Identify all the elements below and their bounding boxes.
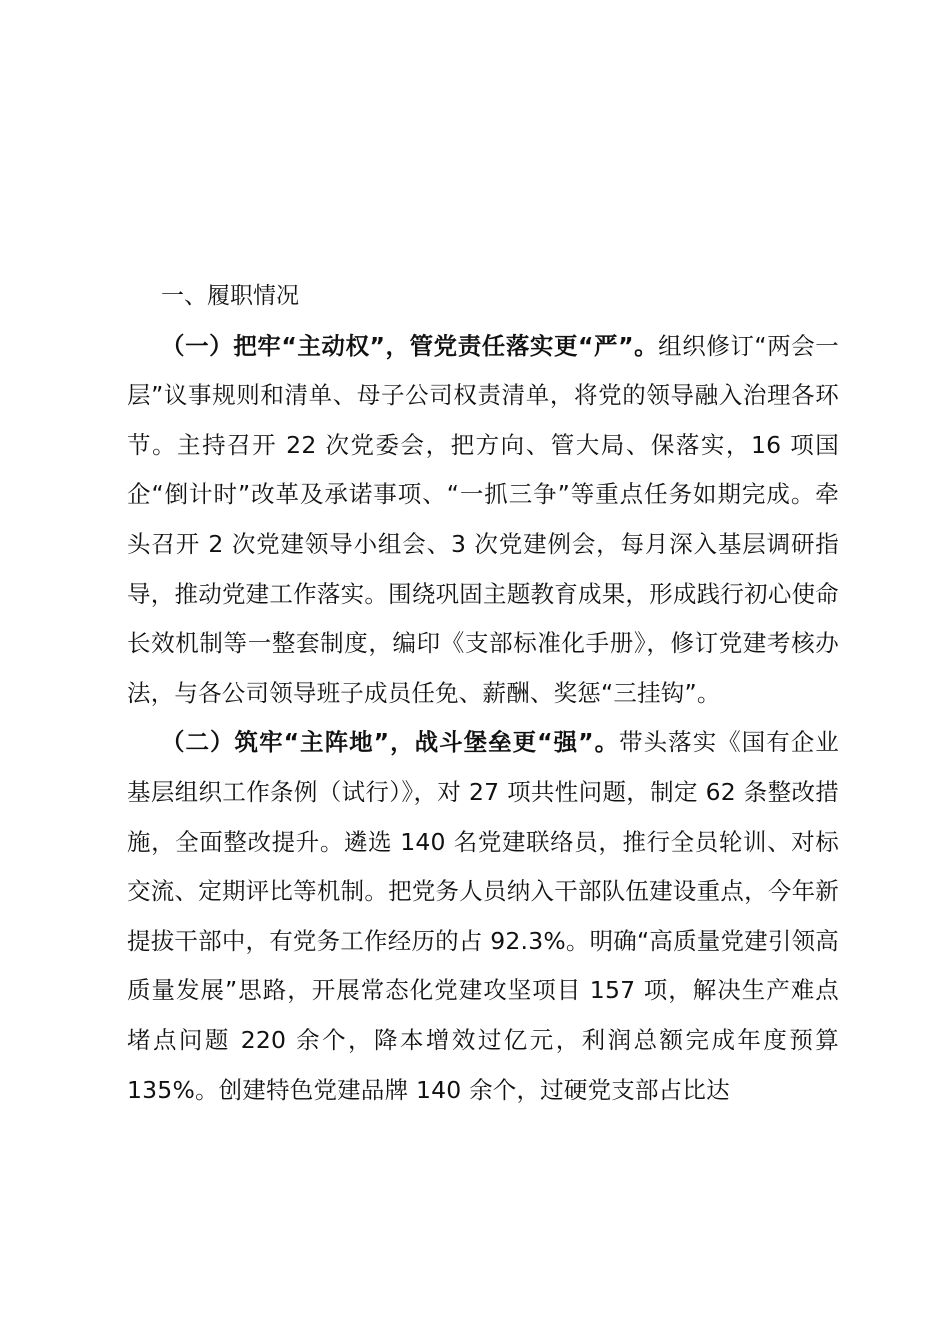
paragraph-2-body: 带头落实《国有企业基层组织工作条例（试行）》，对 27 项共性问题，制定 62 条整改措施，全面整改提升。遴选 140 名党建联络员，推行全员轮训、对标交流、定期评比等机制。把党务人员纳入干部队伍建设重点，今年新提拔干部中，有党务工作经历的占 92.3%。明确“高质量党建引领高质量发展”思路，开展常态化党建攻坚项目 157 项，解决生产难点堵点问题 220 余个，降本增效过亿元，利润总额完成年度预算 135%。创建特色党建品牌 140 余个，过硬党支部占比达 <box>127 728 839 1104</box>
paragraph-2 <box>127 718 839 1115</box>
section-heading: 一、履职情况 <box>161 283 299 309</box>
paragraph-2-lead: （二）筑牢“主阵地”，战斗堡垒更“强”。 <box>161 728 620 757</box>
paragraph-1-body: 组织修订“两会一层”议事规则和清单、母子公司权责清单，将党的领导融入治理各环节。主持召开 22 次党委会，把方向、管大局、保落实，16 项国企“倒计时”改革及承诺事项、“一抓三争”等重点任务如期完成。牵头召开 2 次党建领导小组会、3 次党建例会，每月深入基层调研指导，推动党建工作落实。围绕巩固主题教育成果，形成践行初心使命长效机制等一整套制度，编印《支部标准化手册》，修订党建考核办法，与各公司领导班子成员任免、薪酬、奖惩“三挂钩”。 <box>127 331 839 707</box>
paragraph-1 <box>127 322 839 719</box>
paragraph-1-lead: （一）把牢“主动权”，管党责任落实更“严”。 <box>161 331 659 360</box>
document-page <box>127 272 839 1115</box>
